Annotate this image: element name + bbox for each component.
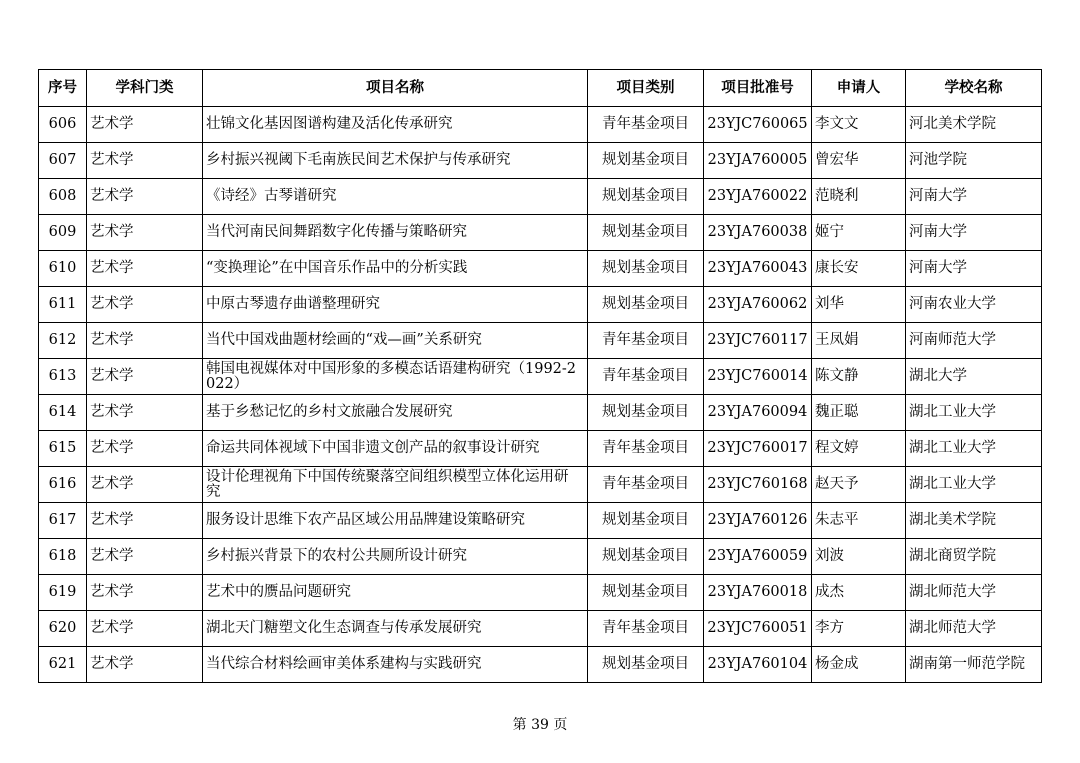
cell-project-name: 设计伦理视角下中国传统聚落空间组织模型立体化运用研究	[203, 467, 588, 503]
table-header-row	[39, 70, 1042, 107]
cell-approval-number: 23YJA760059	[704, 539, 812, 575]
cell-serial: 620	[39, 611, 87, 647]
cell-discipline: 艺术学	[87, 431, 203, 467]
cell-school: 河池学院	[906, 143, 1042, 179]
cell-discipline: 艺术学	[87, 323, 203, 359]
cell-serial: 610	[39, 251, 87, 287]
cell-school: 湖北师范大学	[906, 575, 1042, 611]
cell-serial: 615	[39, 431, 87, 467]
cell-discipline: 艺术学	[87, 539, 203, 575]
cell-school: 湖北美术学院	[906, 503, 1042, 539]
cell-project-name: 当代综合材料绘画审美体系建构与实践研究	[203, 647, 588, 683]
page-number: 第 39 页	[512, 717, 568, 733]
table-row	[39, 395, 1042, 431]
header-serial: 序号	[39, 70, 87, 107]
cell-applicant: 李文文	[812, 107, 906, 143]
header-project-name: 项目名称	[203, 70, 588, 107]
cell-school: 湖南第一师范学院	[906, 647, 1042, 683]
cell-serial: 618	[39, 539, 87, 575]
page-footer	[0, 714, 1080, 734]
cell-project-name: 壮锦文化基因图谱构建及活化传承研究	[203, 107, 588, 143]
project-table	[38, 69, 1042, 683]
cell-approval-number: 23YJA760018	[704, 575, 812, 611]
cell-project-name: “变换理论”在中国音乐作品中的分析实践	[203, 251, 588, 287]
cell-applicant: 程文婷	[812, 431, 906, 467]
cell-approval-number: 23YJA760022	[704, 179, 812, 215]
cell-school: 湖北商贸学院	[906, 539, 1042, 575]
table-row	[39, 611, 1042, 647]
cell-applicant: 杨金成	[812, 647, 906, 683]
cell-serial: 619	[39, 575, 87, 611]
cell-school: 湖北工业大学	[906, 395, 1042, 431]
cell-discipline: 艺术学	[87, 503, 203, 539]
cell-approval-number: 23YJA760062	[704, 287, 812, 323]
cell-applicant: 陈文静	[812, 359, 906, 395]
cell-applicant: 李方	[812, 611, 906, 647]
cell-school: 河南大学	[906, 251, 1042, 287]
cell-school: 河南大学	[906, 179, 1042, 215]
cell-discipline: 艺术学	[87, 143, 203, 179]
cell-project-category: 规划基金项目	[588, 647, 704, 683]
cell-serial: 606	[39, 107, 87, 143]
table-row	[39, 287, 1042, 323]
cell-discipline: 艺术学	[87, 287, 203, 323]
cell-school: 湖北师范大学	[906, 611, 1042, 647]
cell-applicant: 朱志平	[812, 503, 906, 539]
cell-discipline: 艺术学	[87, 611, 203, 647]
cell-applicant: 刘华	[812, 287, 906, 323]
cell-project-name: 命运共同体视域下中国非遗文创产品的叙事设计研究	[203, 431, 588, 467]
cell-approval-number: 23YJA760038	[704, 215, 812, 251]
table-row	[39, 323, 1042, 359]
cell-discipline: 艺术学	[87, 395, 203, 431]
cell-applicant: 姬宁	[812, 215, 906, 251]
cell-approval-number: 23YJA760104	[704, 647, 812, 683]
table-row	[39, 647, 1042, 683]
cell-project-category: 规划基金项目	[588, 503, 704, 539]
cell-approval-number: 23YJA760094	[704, 395, 812, 431]
cell-project-category: 青年基金项目	[588, 107, 704, 143]
cell-serial: 612	[39, 323, 87, 359]
cell-approval-number: 23YJC760117	[704, 323, 812, 359]
cell-project-category: 规划基金项目	[588, 251, 704, 287]
cell-project-category: 青年基金项目	[588, 431, 704, 467]
cell-serial: 613	[39, 359, 87, 395]
cell-approval-number: 23YJA760005	[704, 143, 812, 179]
cell-school: 河南大学	[906, 215, 1042, 251]
cell-applicant: 王凤娟	[812, 323, 906, 359]
cell-serial: 607	[39, 143, 87, 179]
cell-school: 湖北大学	[906, 359, 1042, 395]
cell-approval-number: 23YJC760051	[704, 611, 812, 647]
cell-school: 河南农业大学	[906, 287, 1042, 323]
cell-serial: 614	[39, 395, 87, 431]
cell-discipline: 艺术学	[87, 647, 203, 683]
cell-school: 河南师范大学	[906, 323, 1042, 359]
cell-school: 河北美术学院	[906, 107, 1042, 143]
cell-discipline: 艺术学	[87, 179, 203, 215]
cell-serial: 617	[39, 503, 87, 539]
table-row	[39, 575, 1042, 611]
table-row	[39, 503, 1042, 539]
cell-project-name: 服务设计思维下农产品区域公用品牌建设策略研究	[203, 503, 588, 539]
cell-discipline: 艺术学	[87, 251, 203, 287]
cell-project-category: 规划基金项目	[588, 179, 704, 215]
table-row	[39, 179, 1042, 215]
cell-project-name: 韩国电视媒体对中国形象的多模态话语建构研究（1992-2022）	[203, 359, 588, 395]
cell-serial: 609	[39, 215, 87, 251]
header-discipline: 学科门类	[87, 70, 203, 107]
cell-approval-number: 23YJA760043	[704, 251, 812, 287]
table-row	[39, 107, 1042, 143]
cell-approval-number: 23YJC760168	[704, 467, 812, 503]
cell-project-category: 规划基金项目	[588, 215, 704, 251]
cell-school: 湖北工业大学	[906, 431, 1042, 467]
cell-project-category: 规划基金项目	[588, 575, 704, 611]
cell-project-category: 规划基金项目	[588, 539, 704, 575]
cell-project-name: 乡村振兴视阈下毛南族民间艺术保护与传承研究	[203, 143, 588, 179]
cell-project-name: 基于乡愁记忆的乡村文旅融合发展研究	[203, 395, 588, 431]
cell-project-name: 乡村振兴背景下的农村公共厕所设计研究	[203, 539, 588, 575]
table-row	[39, 215, 1042, 251]
cell-project-category: 青年基金项目	[588, 467, 704, 503]
cell-serial: 608	[39, 179, 87, 215]
cell-project-category: 青年基金项目	[588, 323, 704, 359]
header-school: 学校名称	[906, 70, 1042, 107]
cell-project-category: 规划基金项目	[588, 143, 704, 179]
cell-approval-number: 23YJC760014	[704, 359, 812, 395]
cell-project-name: 湖北天门糖塑文化生态调查与传承发展研究	[203, 611, 588, 647]
cell-serial: 621	[39, 647, 87, 683]
cell-project-name: 当代中国戏曲题材绘画的“戏—画”关系研究	[203, 323, 588, 359]
cell-serial: 611	[39, 287, 87, 323]
cell-serial: 616	[39, 467, 87, 503]
cell-approval-number: 23YJC760065	[704, 107, 812, 143]
table-row	[39, 467, 1042, 503]
cell-discipline: 艺术学	[87, 575, 203, 611]
cell-school: 湖北工业大学	[906, 467, 1042, 503]
table-row	[39, 359, 1042, 395]
header-project-category: 项目类别	[588, 70, 704, 107]
cell-project-name: 当代河南民间舞蹈数字化传播与策略研究	[203, 215, 588, 251]
cell-applicant: 康长安	[812, 251, 906, 287]
cell-applicant: 刘波	[812, 539, 906, 575]
cell-discipline: 艺术学	[87, 215, 203, 251]
cell-applicant: 曾宏华	[812, 143, 906, 179]
cell-project-category: 青年基金项目	[588, 359, 704, 395]
cell-project-name: 《诗经》古琴谱研究	[203, 179, 588, 215]
header-approval-number: 项目批准号	[704, 70, 812, 107]
table-row	[39, 539, 1042, 575]
cell-approval-number: 23YJC760017	[704, 431, 812, 467]
table-row	[39, 251, 1042, 287]
table-row	[39, 431, 1042, 467]
cell-applicant: 赵天予	[812, 467, 906, 503]
cell-approval-number: 23YJA760126	[704, 503, 812, 539]
cell-project-name: 艺术中的赝品问题研究	[203, 575, 588, 611]
cell-applicant: 范晓利	[812, 179, 906, 215]
cell-project-category: 青年基金项目	[588, 611, 704, 647]
cell-applicant: 成杰	[812, 575, 906, 611]
header-applicant: 申请人	[812, 70, 906, 107]
cell-discipline: 艺术学	[87, 467, 203, 503]
cell-project-name: 中原古琴遗存曲谱整理研究	[203, 287, 588, 323]
cell-discipline: 艺术学	[87, 107, 203, 143]
table-row	[39, 143, 1042, 179]
cell-project-category: 规划基金项目	[588, 395, 704, 431]
cell-project-category: 规划基金项目	[588, 287, 704, 323]
cell-applicant: 魏正聪	[812, 395, 906, 431]
cell-discipline: 艺术学	[87, 359, 203, 395]
